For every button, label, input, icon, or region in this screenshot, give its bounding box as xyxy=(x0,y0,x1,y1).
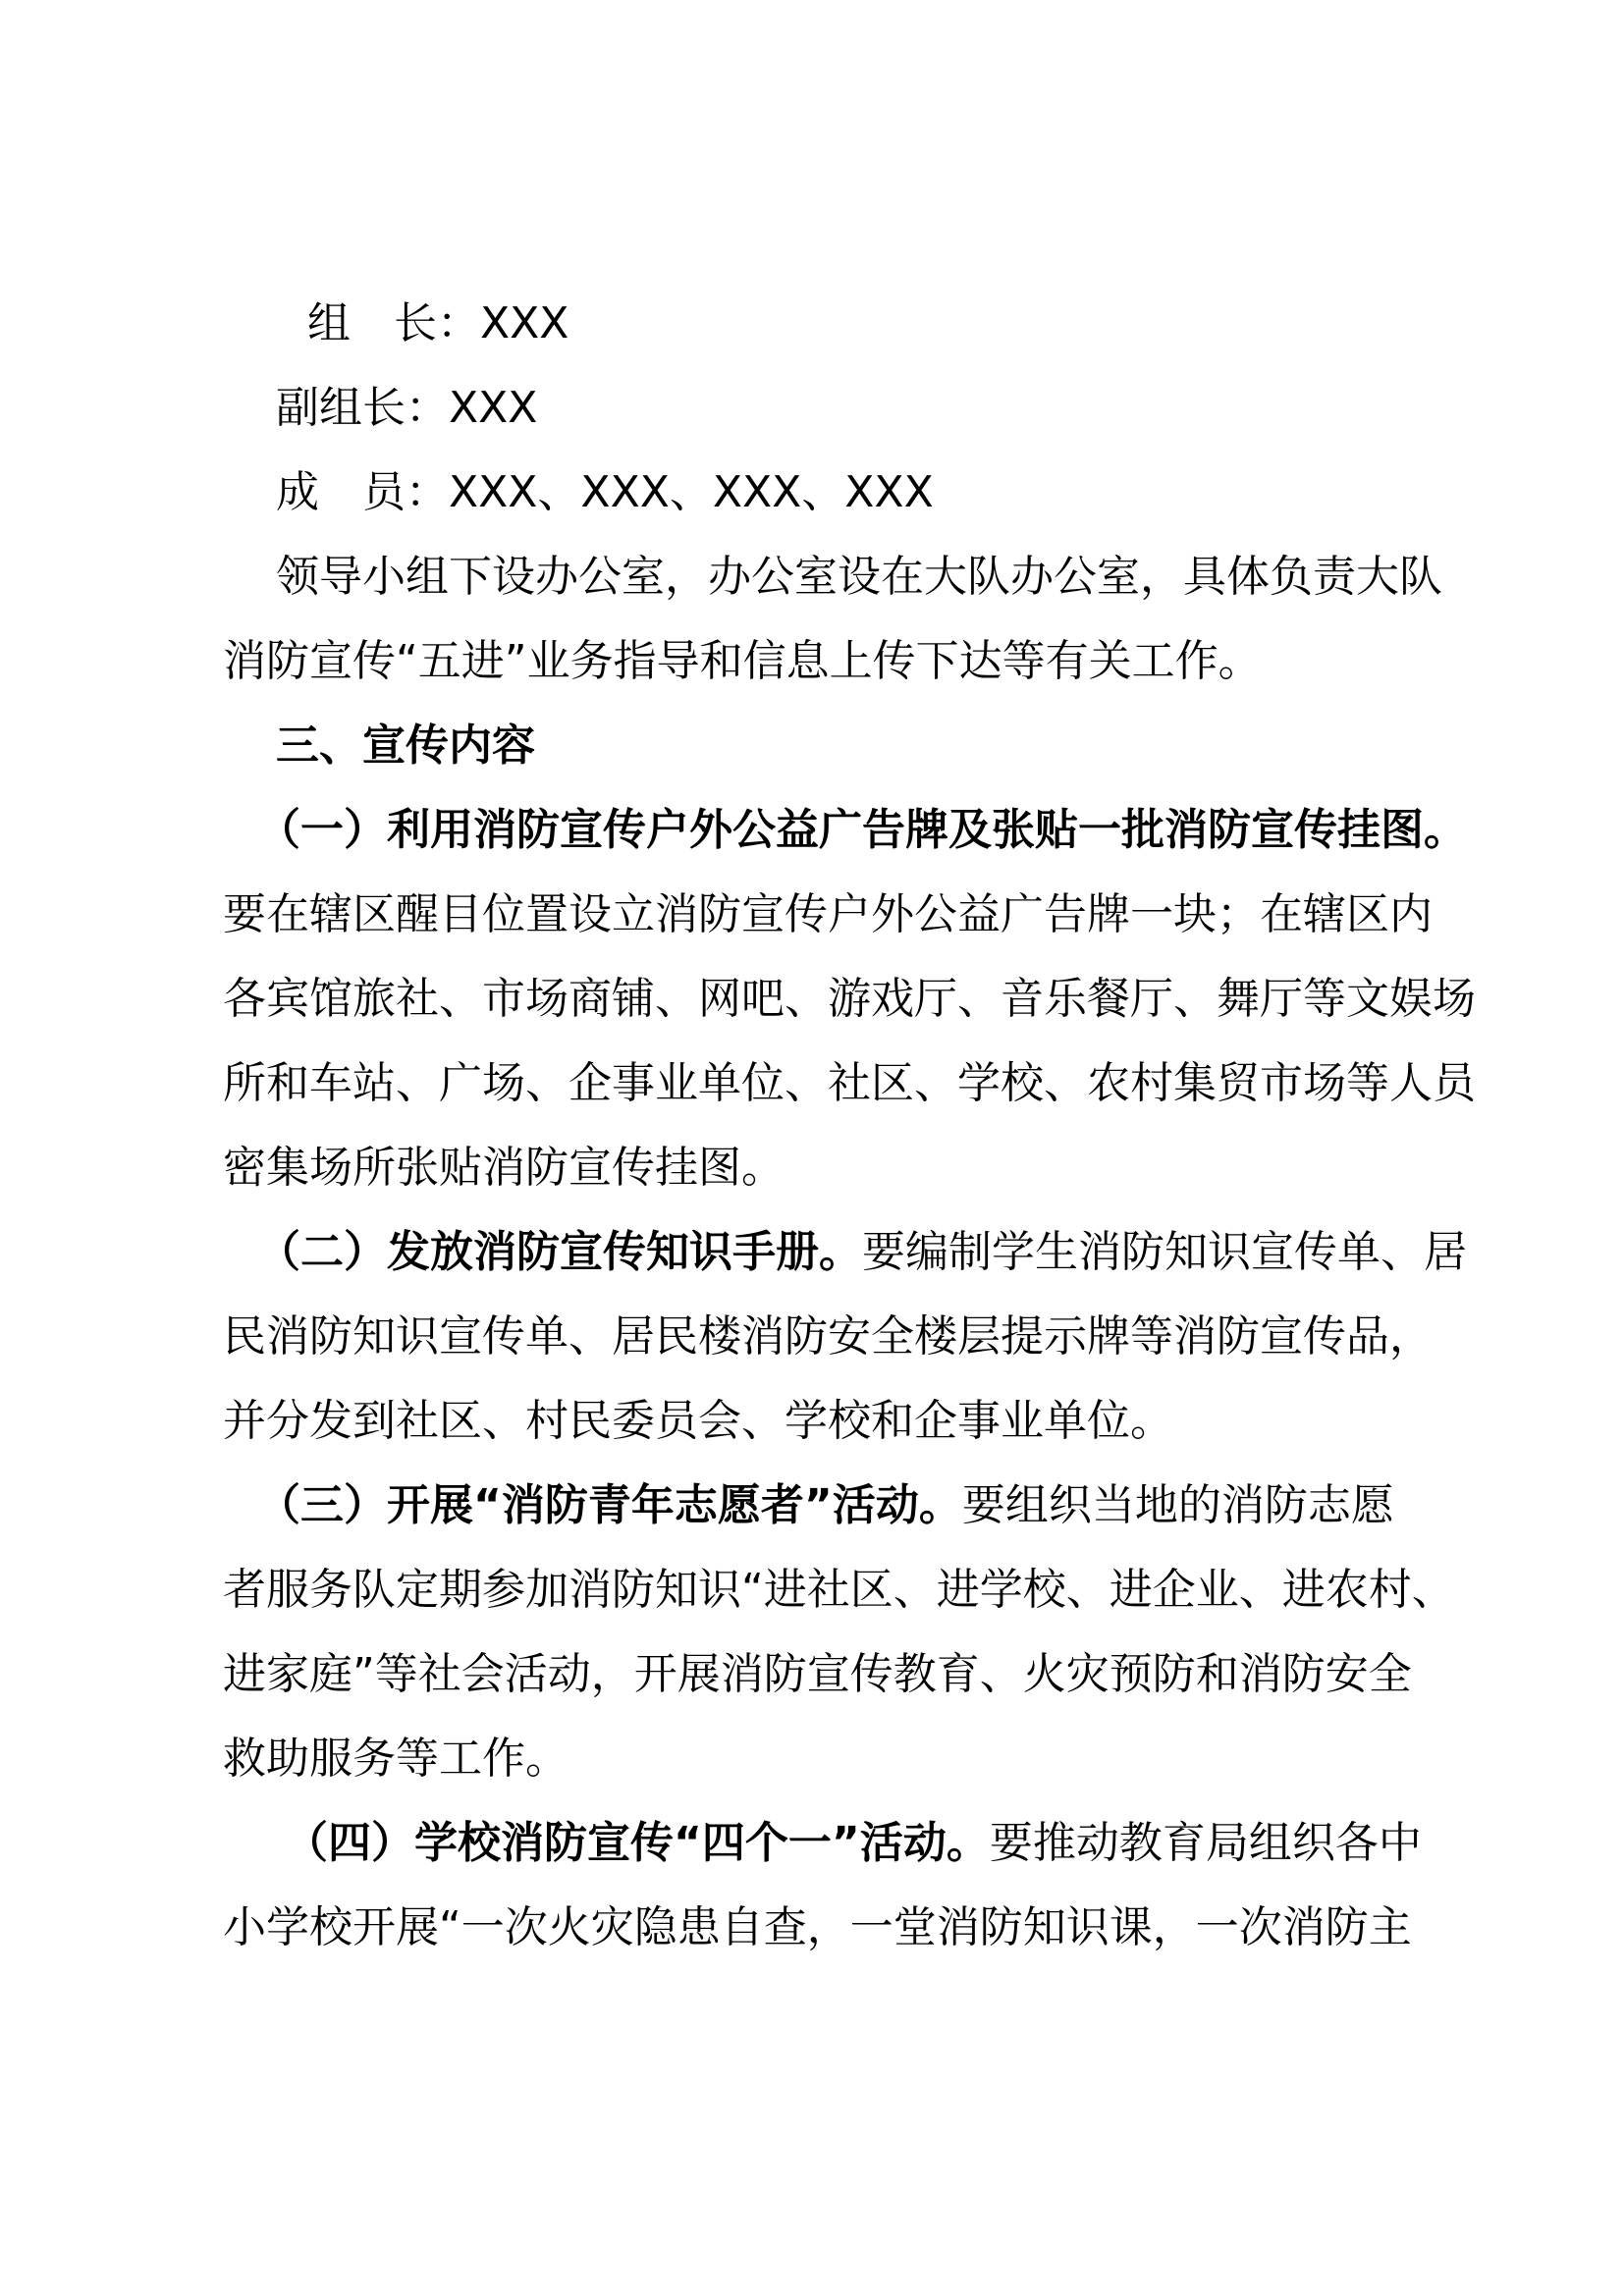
item-3-line-1 xyxy=(257,1476,1465,1535)
item-2-line-1 xyxy=(257,1223,1465,1282)
item-2-heading: （二）发放消防宣传知识手册。 xyxy=(257,1227,862,1277)
members-label: 成 员： xyxy=(276,467,449,517)
item-1-line-3: 所和车站、广场、企事业单位、社区、学校、农村集贸市场等人员 xyxy=(223,1058,1476,1108)
leader-value: XXX xyxy=(480,298,569,348)
members-value: XXX、XXX、XXX、XXX xyxy=(449,467,934,517)
leader-line xyxy=(307,294,1515,353)
item-4-line-2: 小学校开展“一次火灾隐患自查，一堂消防知识课，一次消防主 xyxy=(223,1902,1412,1952)
deputy-leader-label: 副组长： xyxy=(276,383,449,433)
item-4-line-1-rest: 要推动教育局组织各中 xyxy=(989,1818,1422,1868)
deputy-leader-value: XXX xyxy=(449,383,538,433)
item-3-line-2: 者服务队定期参加消防知识“进社区、进学校、进企业、进农村、 xyxy=(223,1565,1455,1615)
item-3-line-4: 救助服务等工作。 xyxy=(223,1734,568,1784)
office-paragraph-line-2: 消防宣传“五进”业务指导和信息上传下达等有关工作。 xyxy=(223,636,1262,686)
item-3-line-3: 进家庭”等社会活动，开展消防宣传教育、火灾预防和消防安全 xyxy=(223,1649,1412,1699)
section-3-heading: 三、宣传内容 xyxy=(276,721,535,771)
deputy-leader-line xyxy=(276,379,1484,438)
item-1-heading: （一）利用消防宣传户外公益广告牌及张贴一批消防宣传挂图。 xyxy=(257,805,1467,855)
item-4-line-1 xyxy=(285,1814,1492,1873)
item-3-heading: （三）开展“消防青年志愿者”活动。 xyxy=(257,1480,962,1530)
item-4-heading: （四）学校消防宣传“四个一”活动。 xyxy=(285,1818,990,1868)
item-1-line-1: 要在辖区醒目位置设立消防宣传户外公益广告牌一块；在辖区内 xyxy=(223,889,1433,939)
item-1-line-2: 各宾馆旅社、市场商铺、网吧、游戏厅、音乐餐厅、舞厅等文娱场 xyxy=(223,974,1476,1024)
item-2-line-3: 并分发到社区、村民委员会、学校和企事业单位。 xyxy=(223,1396,1173,1446)
item-2-line-2: 民消防知识宣传单、居民楼消防安全楼层提示牌等消防宣传品， xyxy=(223,1311,1433,1362)
leader-label: 组 长： xyxy=(307,298,480,348)
item-1-line-4: 密集场所张贴消防宣传挂图。 xyxy=(223,1143,785,1193)
members-line xyxy=(276,463,1484,522)
office-paragraph-line-1: 领导小组下设办公室，办公室设在大队办公室，具体负责大队 xyxy=(276,552,1442,602)
item-3-line-1-rest: 要组织当地的消防志愿 xyxy=(961,1480,1394,1530)
item-2-line-1-rest: 要编制学生消防知识宣传单、居 xyxy=(862,1227,1467,1277)
